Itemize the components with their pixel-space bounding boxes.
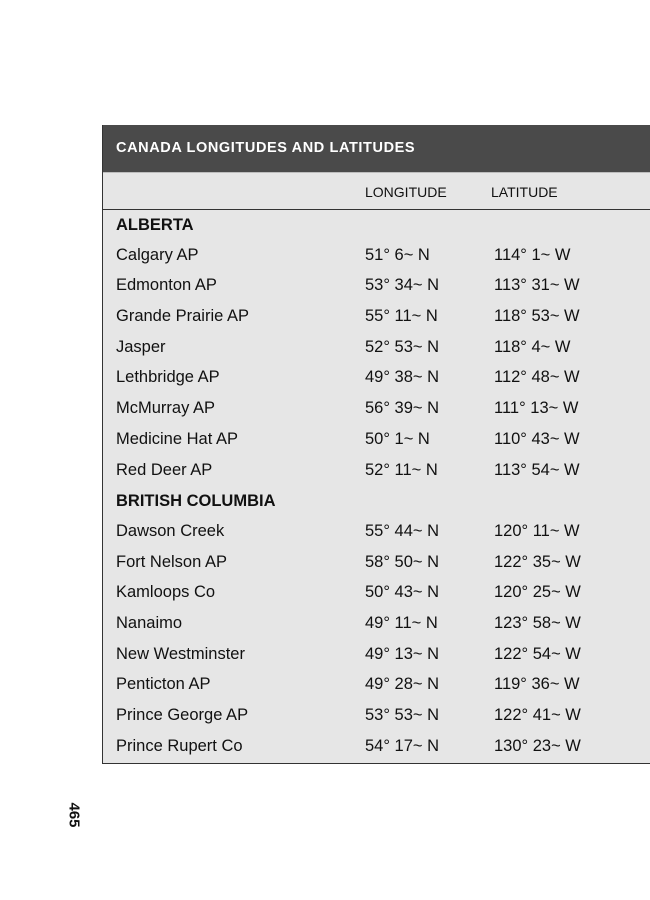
province-name: BRITISH COLUMBIA (116, 492, 276, 511)
longitude-value: 49° 28~ N (365, 675, 440, 694)
table-row (103, 701, 650, 732)
latitude-value: 113° 54~ W (494, 460, 580, 479)
page-number-text: 465 (65, 802, 83, 828)
longitude-value: 50° 43~ N (365, 583, 440, 602)
latitude-value: 118° 4~ W (494, 337, 571, 356)
longitude-header: LONGITUDE (365, 184, 447, 200)
page-number (62, 800, 86, 830)
table-row (103, 578, 650, 609)
table-row (103, 517, 650, 548)
section-header-row (103, 486, 650, 517)
table-row (103, 394, 650, 425)
latitude-value: 120° 25~ W (494, 583, 581, 602)
station-name: New Westminster (116, 644, 245, 663)
table-row (103, 670, 650, 701)
latitude-value: 122° 54~ W (494, 644, 581, 663)
table-row (103, 548, 650, 579)
table-body (103, 210, 650, 762)
longitude-value: 52° 11~ N (365, 460, 438, 479)
longitude-value: 54° 17~ N (365, 736, 440, 755)
longitude-value: 51° 6~ N (365, 245, 430, 264)
table-row (103, 609, 650, 640)
table-row (103, 241, 650, 272)
longitude-value: 50° 1~ N (365, 429, 430, 448)
latitude-value: 114° 1~ W (494, 245, 571, 264)
table-row (103, 333, 650, 364)
station-name: Red Deer AP (116, 460, 213, 479)
station-name: Prince George AP (116, 706, 249, 724)
latitude-value: 123° 58~ W (494, 613, 581, 632)
table-row (103, 302, 650, 333)
table-title: CANADA LONGITUDES AND LATITUDES (103, 125, 650, 172)
station-name: McMurray AP (116, 399, 216, 418)
longitude-value: 55° 44~ N (365, 521, 440, 540)
station-name: Kamloops Co (116, 583, 216, 602)
latitude-value: 111° 13~ W (494, 399, 579, 418)
section-header-row (103, 210, 650, 241)
station-name: Medicine Hat AP (116, 429, 238, 448)
station-name: Grande Prairie AP (116, 307, 249, 326)
latitude-header: LATITUDE (491, 184, 558, 200)
table-header-row (103, 172, 650, 210)
longitude-value: 53° 34~ N (365, 276, 440, 295)
station-name: Calgary AP (116, 245, 199, 264)
table-row (103, 363, 650, 394)
longitude-value: 53° 53~ N (365, 706, 440, 724)
lat-long-table (102, 125, 650, 764)
latitude-value: 113° 31~ W (494, 276, 580, 295)
station-name: Dawson Creek (116, 521, 225, 540)
table-row (103, 732, 650, 763)
longitude-value: 49° 38~ N (365, 368, 440, 387)
latitude-value: 119° 36~ W (494, 675, 580, 694)
latitude-value: 118° 53~ W (494, 307, 580, 326)
province-name: ALBERTA (116, 216, 194, 234)
table-row (103, 640, 650, 671)
longitude-value: 49° 11~ N (365, 613, 438, 632)
station-name: Nanaimo (116, 613, 183, 632)
station-name: Prince Rupert Co (116, 736, 243, 755)
latitude-value: 110° 43~ W (494, 429, 580, 448)
longitude-value: 55° 11~ N (365, 307, 438, 326)
latitude-value: 120° 11~ W (494, 521, 580, 540)
longitude-value: 52° 53~ N (365, 337, 440, 356)
station-name: Edmonton AP (116, 276, 217, 295)
latitude-value: 122° 41~ W (494, 706, 581, 724)
station-name: Penticton AP (116, 675, 211, 694)
station-name: Fort Nelson AP (116, 552, 227, 571)
table-row (103, 456, 650, 487)
latitude-value: 112° 48~ W (494, 368, 580, 387)
table-row (103, 271, 650, 302)
station-name: Lethbridge AP (116, 368, 220, 387)
longitude-value: 58° 50~ N (365, 552, 440, 571)
latitude-value: 122° 35~ W (494, 552, 581, 571)
longitude-value: 49° 13~ N (365, 644, 440, 663)
table-row (103, 425, 650, 456)
latitude-value: 130° 23~ W (494, 736, 581, 755)
longitude-value: 56° 39~ N (365, 399, 440, 418)
station-name: Jasper (116, 337, 166, 356)
